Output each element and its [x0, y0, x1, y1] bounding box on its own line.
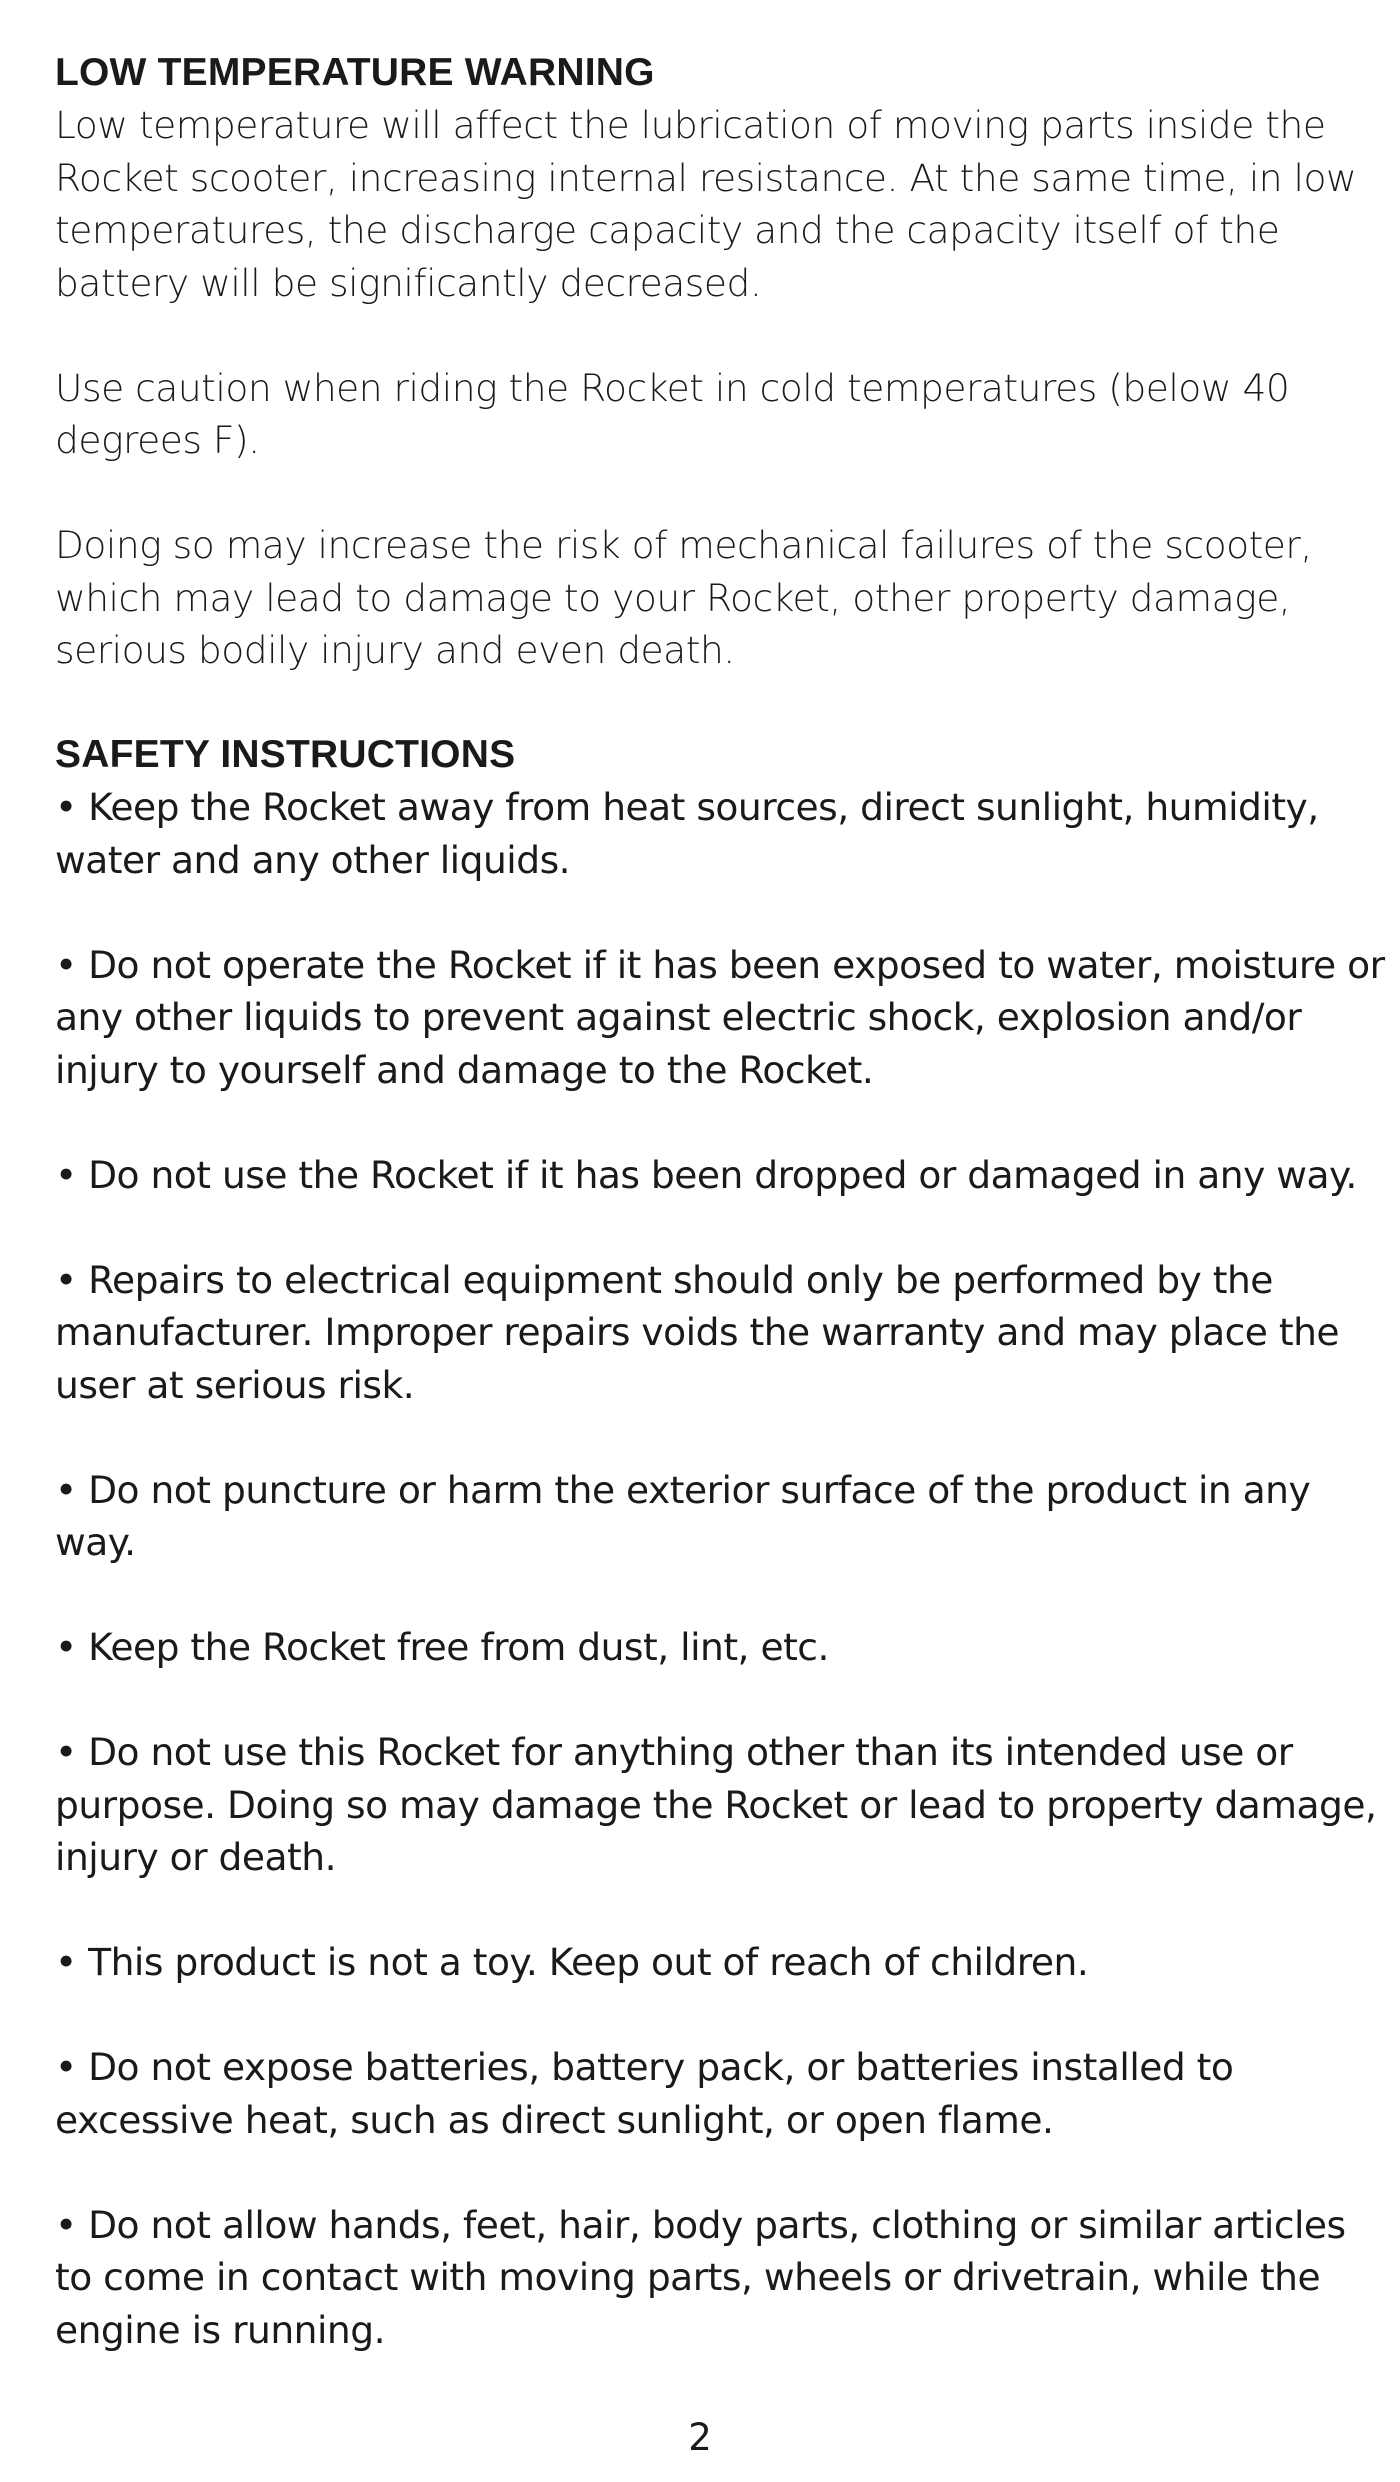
spacer: [55, 677, 1390, 730]
low-temperature-heading: LOW TEMPERATURE WARNING: [55, 51, 655, 94]
spacer: [55, 1096, 1390, 1149]
spacer: [55, 1989, 1390, 2042]
safety-item: • Keep the Rocket free from dust, lint, etc.: [55, 1625, 829, 1669]
spacer: [55, 1201, 1390, 1254]
safety-item: • Do not use this Rocket for anything other than its intended use or purpose. Doing so may damage the Rocket or lead to property damage, injury or death.: [55, 1730, 1377, 1879]
spacer: [55, 1674, 1390, 1727]
spacer: [55, 1569, 1390, 1622]
safety-item: • Repairs to electrical equipment should only be performed by the manufacturer. Improper repairs voids the warranty and may place the user at serious risk.: [55, 1257, 1340, 1407]
safety-item: • Do not puncture or harm the exterior surface of the product in any way.: [55, 1467, 1311, 1564]
spacer: [55, 2146, 1390, 2199]
low-temperature-paragraph-2: Use caution when riding the Rocket in cold temperatures (below 40 degrees F).: [55, 365, 1290, 462]
spacer: [55, 467, 1390, 520]
manual-page: [55, 47, 1390, 2356]
safety-item: • Keep the Rocket away from heat sources, direct sunlight, humidity, water and any other liquids.: [55, 785, 1319, 882]
safety-item: • This product is not a toy. Keep out of reach of children.: [55, 1940, 1089, 1984]
spacer: [55, 886, 1390, 939]
spacer: [55, 309, 1390, 362]
spacer: [55, 1411, 1390, 1464]
safety-item: • Do not operate the Rocket if it has been exposed to water, moisture or any other liquids to prevent against electric shock, explosion and/or injury to yourself and damage to the Rocket.: [55, 942, 1385, 1092]
low-temperature-paragraph-3: Doing so may increase the risk of mechanical failures of the scooter, which may lead to damage to your Rocket, other property damage, serious bodily injury and even death.: [55, 523, 1312, 672]
low-temperature-paragraph-1: Low temperature will affect the lubrication of moving parts inside the Rocket scooter, increasing internal resistance. At the same time, in low temperatures, the discharge capacity and the capacity itself of the battery will be significantly decreased.: [55, 103, 1357, 305]
safety-item: • Do not expose batteries, battery pack, or batteries installed to excessive heat, such as direct sunlight, or open flame.: [55, 2045, 1234, 2142]
page-number: 2: [688, 2416, 712, 2459]
spacer: [55, 1884, 1390, 1937]
safety-item: • Do not use the Rocket if it has been dropped or damaged in any way.: [55, 1152, 1357, 1197]
safety-item: • Do not allow hands, feet, hair, body parts, clothing or similar articles to come in contact with moving parts, wheels or drivetrain, while the engine is running.: [55, 2202, 1346, 2352]
safety-instructions-heading: SAFETY INSTRUCTIONS: [55, 733, 516, 776]
